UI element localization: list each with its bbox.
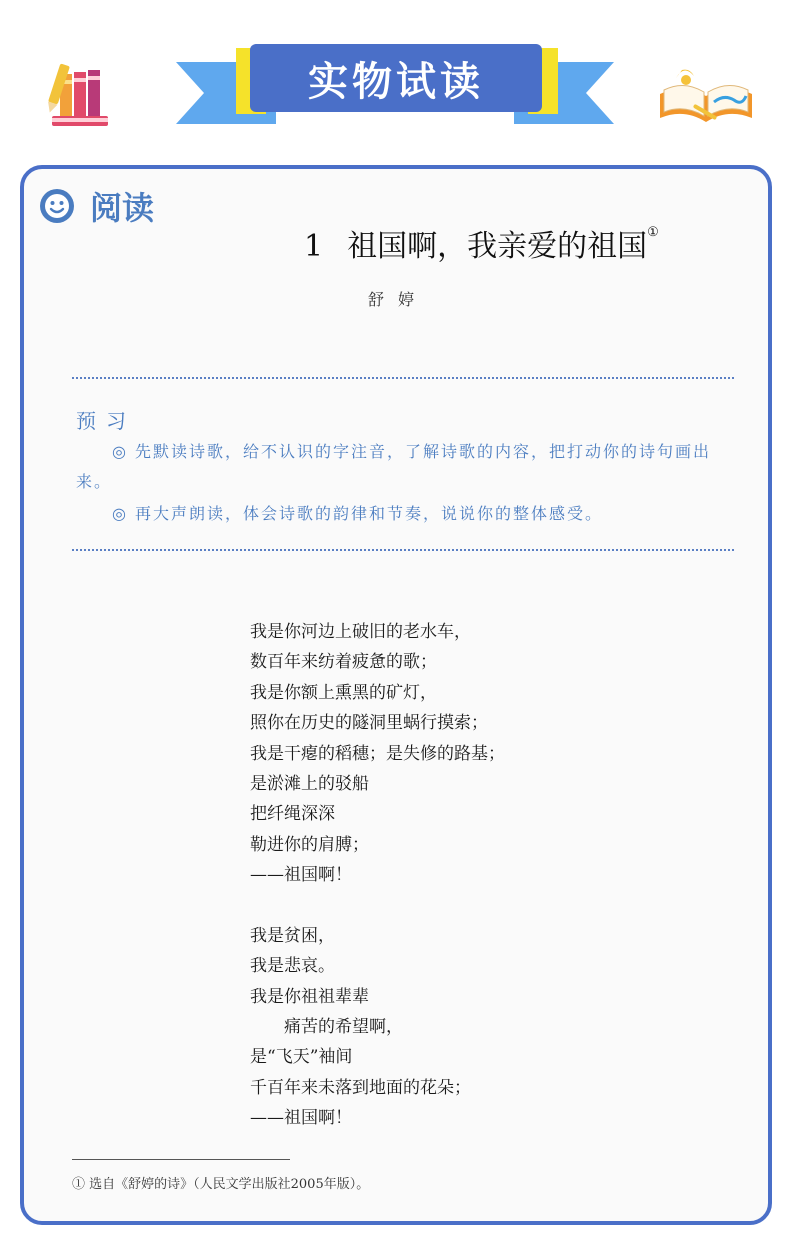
poem-line: ——祖国啊！ xyxy=(250,1108,352,1129)
preview-label: 预习 xyxy=(76,409,136,433)
section-label: 阅读 xyxy=(90,189,155,227)
banner-title: 实物试读 xyxy=(250,44,542,112)
poem-line: 把纤绳深深 xyxy=(250,804,335,825)
preview-item: ◎ 先默读诗歌，给不认识的字注音，了解诗歌的内容，把打动你的诗句画出来。 xyxy=(76,442,712,491)
poem-line: 我是贫困， xyxy=(250,925,335,946)
books-icon xyxy=(48,58,112,130)
lesson-title-text: 祖国啊，我亲爱的祖国 xyxy=(347,229,648,264)
poem-line: 是淤滩上的驳船 xyxy=(250,773,369,794)
footnote: ① 选自《舒婷的诗》（人民文学出版社2005年版）。 xyxy=(72,1177,370,1192)
footnote-rule xyxy=(72,1159,290,1160)
poem-line: 我是干瘪的稻穗；是失修的路基； xyxy=(250,743,505,764)
divider-bottom xyxy=(72,549,734,551)
open-book-icon xyxy=(654,60,758,130)
lesson-number: 1 xyxy=(304,229,324,264)
poem-line: ——祖国啊！ xyxy=(250,865,352,886)
poem-line: 我是你额上熏黑的矿灯， xyxy=(250,682,437,703)
poem-line: 千百年来未落到地面的花朵； xyxy=(250,1077,471,1098)
poem-line: 我是悲哀。 xyxy=(250,956,335,977)
section-header xyxy=(38,183,154,229)
preview-item: ◎ 再大声朗读，体会诗歌的韵律和节奏，说说你的整体感受。 xyxy=(112,504,604,523)
poem-line: 数百年来纺着疲惫的歌； xyxy=(250,652,437,673)
title-note-mark: ① xyxy=(647,225,659,240)
lesson-title xyxy=(304,221,659,265)
stanza-gap xyxy=(250,891,650,921)
poem-line: 我是你祖祖辈辈 xyxy=(250,986,369,1007)
smiley-icon xyxy=(38,187,76,225)
poem-line: 勒进你的肩膊； xyxy=(250,834,369,855)
poem-line: 痛苦的希望啊， xyxy=(284,1017,403,1038)
divider-top xyxy=(72,377,734,379)
author: 舒婷 xyxy=(368,290,429,309)
poem-body xyxy=(250,617,650,1134)
poem-line: 是“飞天”袖间 xyxy=(250,1047,353,1068)
header-banner xyxy=(0,0,790,150)
book-page xyxy=(20,165,772,1225)
poem-line: 照你在历史的隧洞里蜗行摸索； xyxy=(250,713,488,734)
poem-line: 我是你河边上破旧的老水车， xyxy=(250,622,471,642)
